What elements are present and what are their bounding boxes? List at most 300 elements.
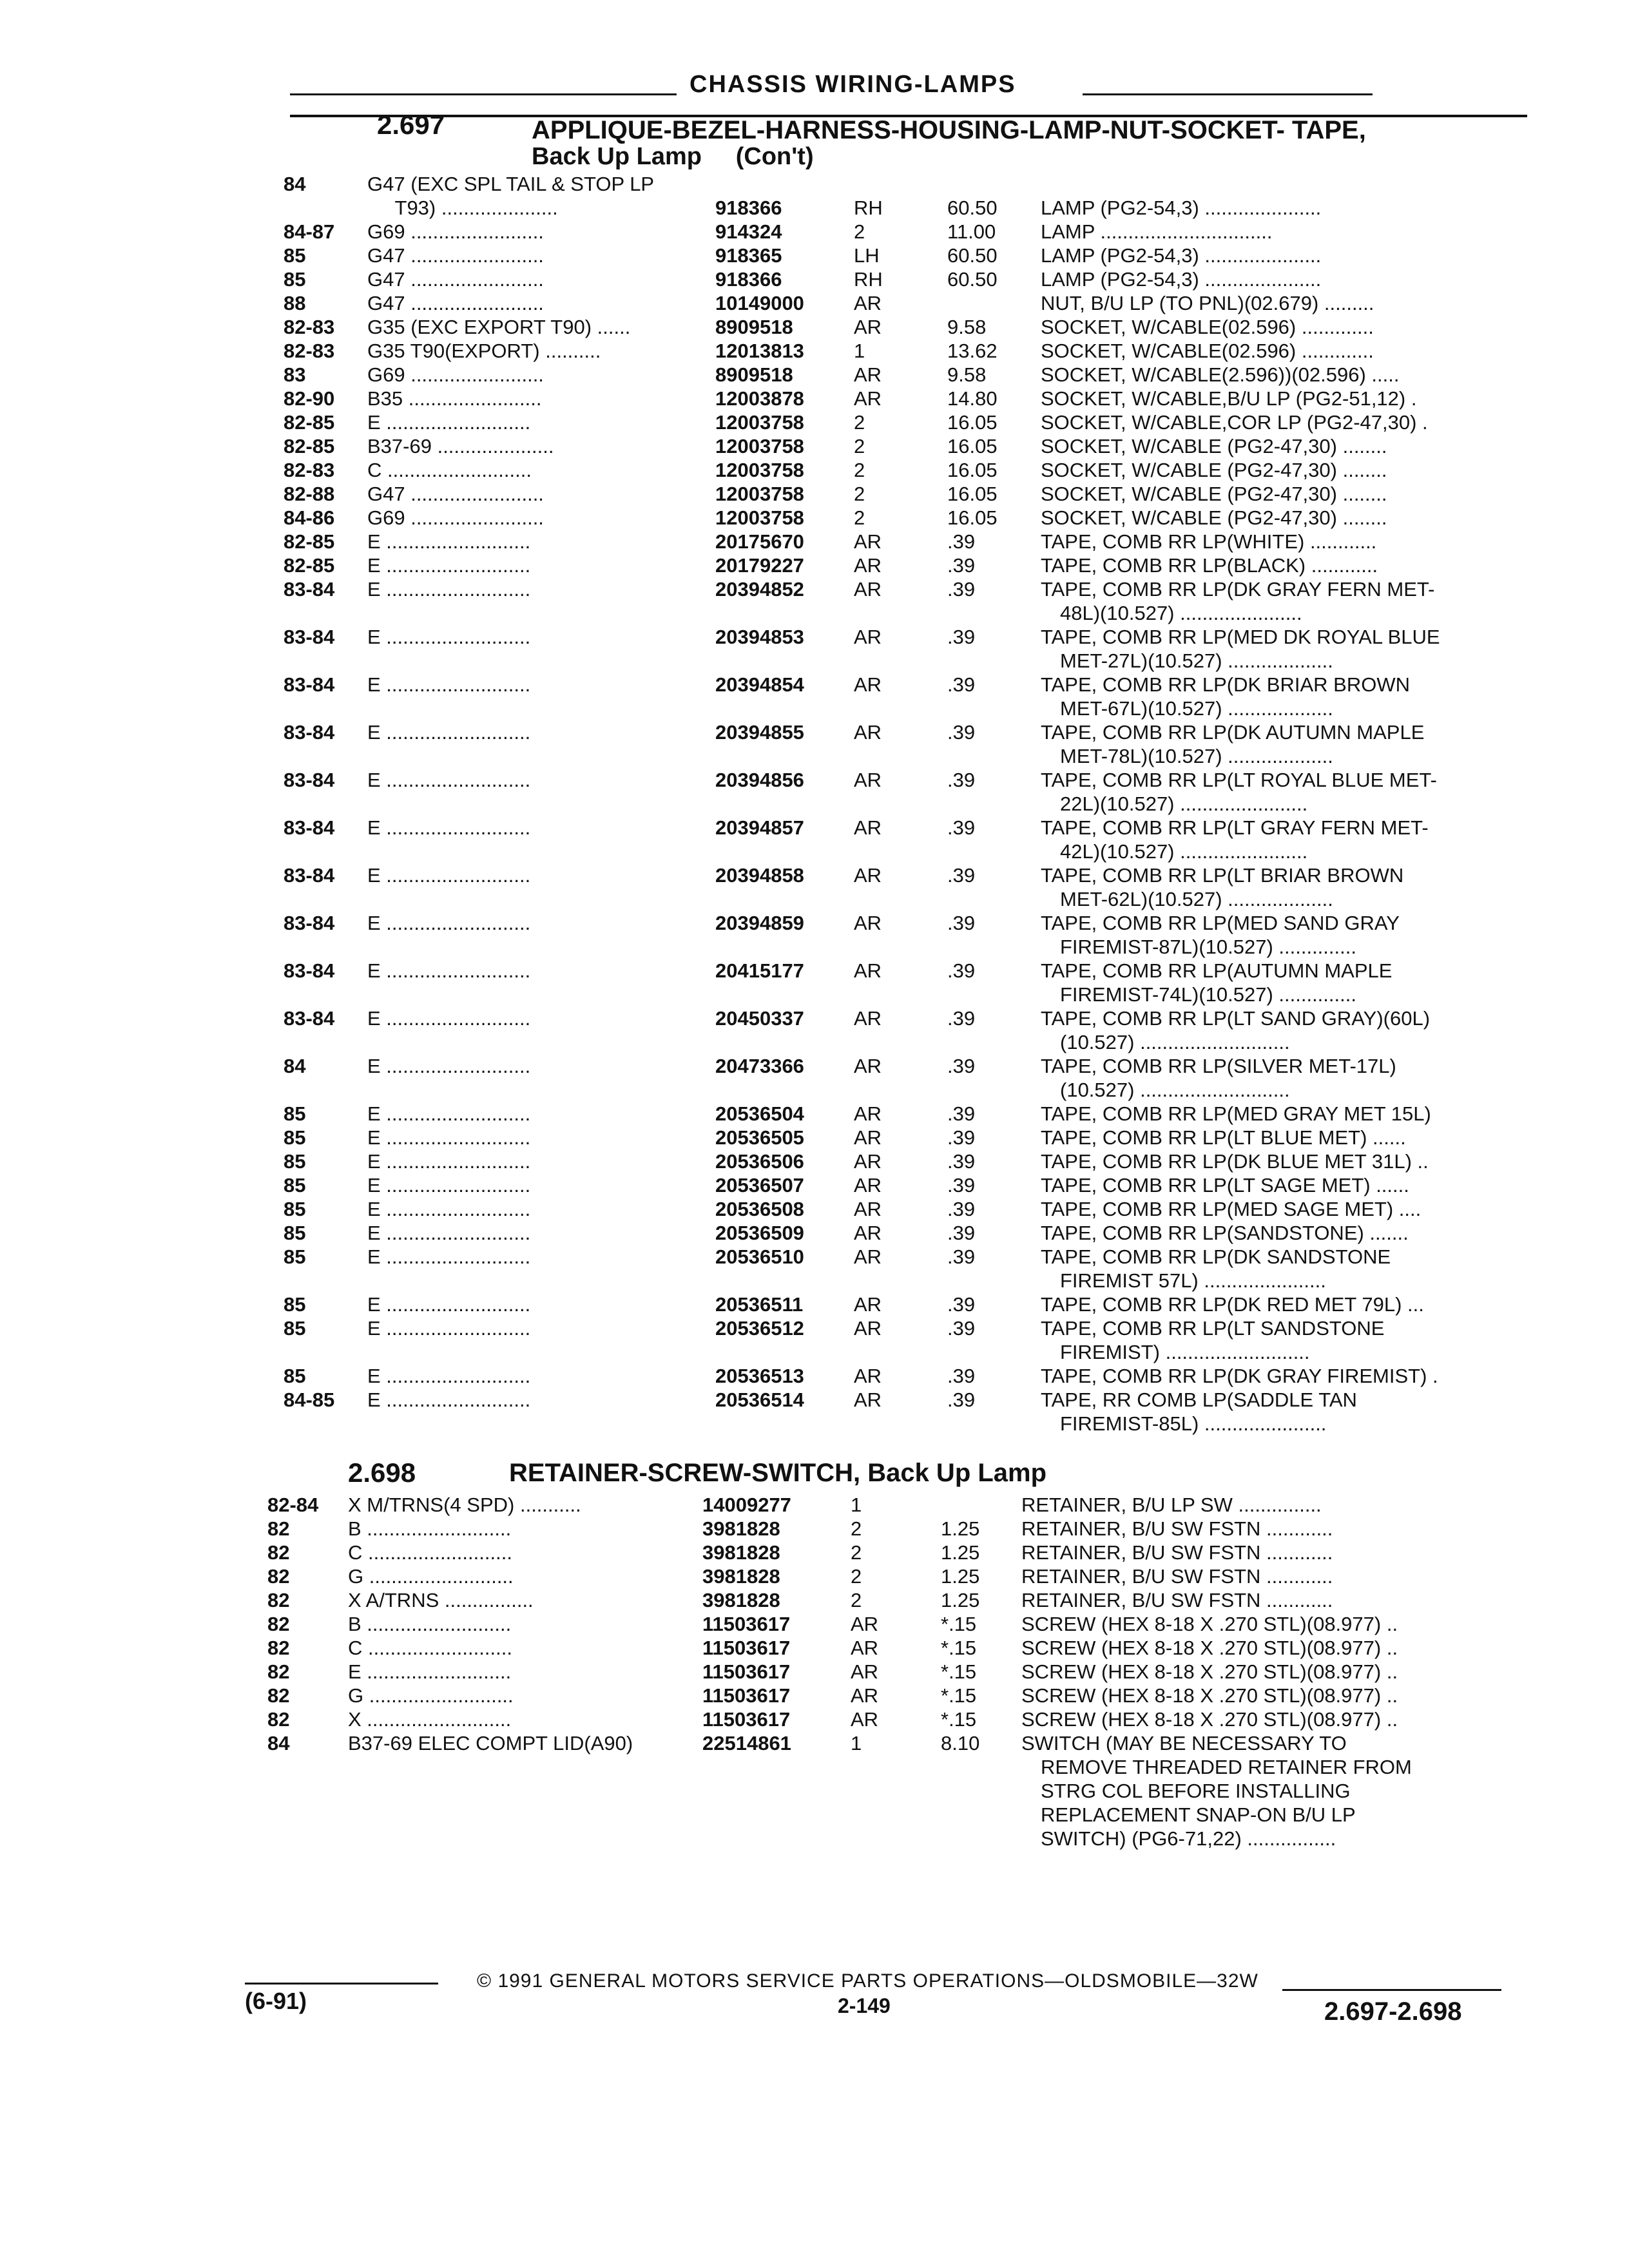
year-range: 82 [267,1589,290,1611]
year-range: 82-85 [284,530,335,553]
price: *.15 [941,1637,977,1659]
parts-list [0,173,1629,1436]
part-description: TAPE, COMB RR LP(DK SANDSTONE [1041,1245,1391,1268]
part-row [0,340,1629,363]
year-range: 83 [284,363,306,386]
part-number: 11503617 [702,1637,791,1659]
footer-section-ref: 2.697-2.698 [1324,1997,1462,2026]
part-row [0,506,1629,530]
year-range: 82 [267,1660,290,1683]
quantity: AR [854,1007,882,1030]
part-description: TAPE, COMB RR LP(WHITE) ............ [1041,530,1377,553]
part-description: RETAINER, B/U SW FSTN ............ [1021,1517,1333,1540]
quantity: AR [854,959,882,982]
part-description-continued: FIREMIST) .......................... [1060,1341,1310,1363]
quantity: RH [854,197,883,219]
year-range: 82 [267,1637,290,1659]
price: 60.50 [947,197,998,219]
price: 1.25 [941,1565,980,1588]
part-description-continued: MET-67L)(10.527) ................... [1060,697,1333,720]
part-row [0,387,1629,411]
price: .39 [947,1198,976,1220]
part-description: TAPE, COMB RR LP(DK RED MET 79L) ... [1041,1293,1424,1316]
part-description-continued: MET-62L)(10.527) ................... [1060,888,1333,910]
model-usage: G47 ........................ [367,244,544,267]
quantity: 2 [854,483,865,505]
quantity: AR [854,769,882,791]
year-range: 82-83 [284,459,335,481]
part-row [0,959,1629,1007]
year-range: 83-84 [284,912,335,934]
quantity: 2 [851,1517,862,1540]
part-number: 20394858 [715,864,804,887]
year-range: 84 [284,173,306,195]
part-number: 11503617 [702,1684,791,1707]
part-number: 12003758 [715,506,804,529]
part-number: 914324 [715,220,782,243]
quantity: AR [854,626,882,648]
part-number: 918366 [715,268,782,291]
part-number: 918366 [715,197,782,219]
part-description: TAPE, COMB RR LP(DK GRAY FERN MET- [1041,578,1435,601]
part-description-continued: FIREMIST 57L) ...................... [1060,1269,1326,1292]
part-row [0,173,1629,197]
part-description: TAPE, COMB RR LP(AUTUMN MAPLE [1041,959,1393,982]
part-description: TAPE, COMB RR LP(DK GRAY FIREMIST) . [1041,1365,1438,1387]
price: .39 [947,1222,976,1244]
price: .39 [947,1365,976,1387]
year-range: 83-84 [284,864,335,887]
part-row [0,220,1629,244]
part-description-continued: FIREMIST-85L) ...................... [1060,1412,1327,1435]
part-row [0,1589,1629,1613]
part-description: SCREW (HEX 8-18 X .270 STL)(08.977) .. [1021,1613,1398,1635]
price: *.15 [941,1684,977,1707]
model-usage: E .......................... [367,1317,531,1340]
part-number: 20394852 [715,578,804,601]
part-number: 20394859 [715,912,804,934]
year-range: 83-84 [284,1007,335,1030]
part-number: 20536505 [715,1126,804,1149]
year-range: 84-86 [284,506,335,529]
quantity: AR [854,1102,882,1125]
part-description: SOCKET, W/CABLE(02.596) ............. [1041,316,1374,338]
year-range: 83-84 [284,816,335,839]
part-description: TAPE, COMB RR LP(DK BRIAR BROWN [1041,673,1410,696]
footer-rule [1282,1989,1501,1991]
part-row [0,912,1629,959]
model-usage: X A/TRNS ................ [348,1589,534,1611]
quantity: 2 [851,1541,862,1564]
year-range: 82 [267,1541,290,1564]
price: *.15 [941,1660,977,1683]
part-description-continued: REPLACEMENT SNAP-ON B/U LP [1041,1803,1356,1826]
part-description: TAPE, COMB RR LP(SILVER MET-17L) [1041,1055,1396,1077]
part-number: 918365 [715,244,782,267]
price: .39 [947,1007,976,1030]
section-subtitle: Back Up Lamp (Con't) [532,143,814,170]
quantity: 2 [854,459,865,481]
year-range: 85 [284,1317,306,1340]
quantity: AR [851,1684,879,1707]
model-usage: E .......................... [367,1126,531,1149]
year-range: 82-84 [267,1494,319,1516]
part-row [0,1494,1629,1517]
part-row [0,1245,1629,1293]
year-range: 82 [267,1565,290,1588]
model-usage: E .......................... [367,721,531,744]
part-description: RETAINER, B/U SW FSTN ............ [1021,1541,1333,1564]
model-usage: G35 T90(EXPORT) .......... [367,340,601,362]
part-number: 20536511 [715,1293,804,1316]
part-number: 11503617 [702,1660,791,1683]
part-row [0,530,1629,554]
year-range: 82-83 [284,316,335,338]
price: 16.05 [947,506,998,529]
quantity: AR [854,1174,882,1196]
part-row [0,1684,1629,1708]
quantity: AR [854,1293,882,1316]
quantity: AR [854,1055,882,1077]
price: 60.50 [947,268,998,291]
part-row [0,268,1629,292]
part-row [0,459,1629,483]
model-usage: G47 (EXC SPL TAIL & STOP LP [367,173,655,195]
quantity: AR [854,1198,882,1220]
part-number: 20536506 [715,1150,804,1173]
part-row [0,1102,1629,1126]
part-row [0,1541,1629,1565]
model-usage: E .......................... [367,1389,531,1411]
part-number: 20536508 [715,1198,804,1220]
part-number: 20450337 [715,1007,804,1030]
year-range: 82 [267,1708,290,1731]
year-range: 85 [284,244,306,267]
part-description-continued: FIREMIST-74L)(10.527) .............. [1060,983,1356,1006]
year-range: 83-84 [284,721,335,744]
part-description: TAPE, COMB RR LP(LT SAND GRAY)(60L) [1041,1007,1431,1030]
part-number: 3981828 [702,1541,780,1564]
part-row [0,1827,1629,1851]
price: 16.05 [947,483,998,505]
part-row [0,1150,1629,1174]
price: 9.58 [947,363,987,386]
model-usage: E .......................... [367,626,531,648]
model-usage: E .......................... [367,673,531,696]
part-row [0,1803,1629,1827]
footer-date: (6-91) [245,1988,307,2014]
model-usage: E .......................... [367,1055,531,1077]
model-usage: E .......................... [367,1365,531,1387]
part-row [0,1317,1629,1365]
part-row [0,1174,1629,1198]
part-description: TAPE, COMB RR LP(LT BRIAR BROWN [1041,864,1404,887]
part-description: SCREW (HEX 8-18 X .270 STL)(08.977) .. [1021,1684,1398,1707]
footer-rule [245,1983,438,1984]
quantity: RH [854,268,883,291]
part-description: SOCKET, W/CABLE,COR LP (PG2-47,30) . [1041,411,1428,434]
quantity: AR [854,721,882,744]
part-description: SOCKET, W/CABLE (PG2-47,30) ........ [1041,506,1387,529]
part-row [0,483,1629,506]
price: 16.05 [947,435,998,457]
part-row [0,1365,1629,1389]
part-row [0,197,1629,220]
section-heading [348,1457,1508,1496]
part-description: SOCKET, W/CABLE(02.596) ............. [1041,340,1374,362]
part-number: 20394855 [715,721,804,744]
year-range: 85 [284,1102,306,1125]
year-range: 82 [267,1517,290,1540]
part-description-continued: 42L)(10.527) ....................... [1060,840,1308,863]
part-description-continued: 48L)(10.527) ...................... [1060,602,1302,624]
year-range: 82-85 [284,411,335,434]
model-usage: C .......................... [348,1541,512,1564]
model-usage: E .......................... [367,1245,531,1268]
part-number: 20179227 [715,554,804,577]
year-range: 85 [284,1293,306,1316]
model-usage: G47 ........................ [367,268,544,291]
year-range: 83-84 [284,769,335,791]
year-range: 85 [284,1150,306,1173]
model-usage: G69 ........................ [367,506,544,529]
quantity: 2 [854,220,865,243]
price: .39 [947,578,976,601]
year-range: 82-85 [284,554,335,577]
part-row [0,554,1629,578]
part-description: LAMP (PG2-54,3) ..................... [1041,268,1322,291]
price: .39 [947,816,976,839]
quantity: AR [854,864,882,887]
part-number: 20175670 [715,530,804,553]
part-description: RETAINER, B/U LP SW ............... [1021,1494,1322,1516]
model-usage: E .......................... [367,912,531,934]
quantity: AR [851,1708,879,1731]
model-usage: B .......................... [348,1517,512,1540]
part-row [0,1198,1629,1222]
model-usage: E .......................... [367,959,531,982]
part-number: 12003878 [715,387,804,410]
price: .39 [947,1174,976,1196]
part-number: 12013813 [715,340,804,362]
part-row [0,721,1629,769]
section-number: 2.698 [348,1457,416,1488]
price: 11.00 [947,220,996,243]
price: 1.25 [941,1541,980,1564]
year-range: 83-84 [284,578,335,601]
year-range: 83-84 [284,959,335,982]
part-row [0,435,1629,459]
header-rule [290,93,677,95]
year-range: 85 [284,1222,306,1244]
year-range: 85 [284,1198,306,1220]
quantity: AR [854,316,882,338]
part-description: TAPE, COMB RR LP(DK BLUE MET 31L) .. [1041,1150,1429,1173]
price: .39 [947,864,976,887]
quantity: AR [851,1613,879,1635]
price: 8.10 [941,1732,980,1754]
quantity: AR [854,912,882,934]
part-row [0,1660,1629,1684]
part-number: 11503617 [702,1613,791,1635]
quantity: AR [851,1660,879,1683]
part-number: 20536512 [715,1317,804,1340]
year-range: 84-87 [284,220,335,243]
part-number: 8909518 [715,316,793,338]
price: .39 [947,959,976,982]
price: *.15 [941,1613,977,1635]
part-description: TAPE, COMB RR LP(MED SAGE MET) .... [1041,1198,1422,1220]
part-row [0,816,1629,864]
part-description: SOCKET, W/CABLE (PG2-47,30) ........ [1041,483,1387,505]
model-usage: E .......................... [367,1007,531,1030]
quantity: AR [854,1317,882,1340]
part-row [0,363,1629,387]
part-number: 12003758 [715,411,804,434]
part-row [0,292,1629,316]
price: 14.80 [947,387,998,410]
part-number: 22514861 [702,1732,791,1754]
page-title: CHASSIS WIRING-LAMPS [689,71,1016,98]
price: 16.05 [947,411,998,434]
part-number: 20415177 [715,959,804,982]
price: .39 [947,1245,976,1268]
section-number: 2.697 [377,110,445,140]
quantity: AR [854,363,882,386]
year-range: 85 [284,1245,306,1268]
part-description: TAPE, COMB RR LP(LT BLUE MET) ...... [1041,1126,1406,1149]
quantity: 2 [851,1565,862,1588]
part-description: SCREW (HEX 8-18 X .270 STL)(08.977) .. [1021,1637,1398,1659]
year-range: 83-84 [284,673,335,696]
year-range: 85 [284,1365,306,1387]
part-description-continued: (10.527) ........................... [1060,1079,1290,1101]
part-description-continued: SWITCH) (PG6-71,22) ................ [1041,1827,1336,1850]
price: .39 [947,1055,976,1077]
part-number: 20536507 [715,1174,804,1196]
part-description-continued: 22L)(10.527) ....................... [1060,793,1308,815]
part-row [0,1293,1629,1317]
quantity: 1 [851,1494,862,1516]
part-row [0,1055,1629,1102]
price: .39 [947,1293,976,1316]
quantity: AR [854,554,882,577]
part-row [0,1517,1629,1541]
quantity: AR [854,1245,882,1268]
part-description-continued: STRG COL BEFORE INSTALLING [1041,1780,1351,1802]
quantity: 1 [851,1732,862,1754]
price: .39 [947,912,976,934]
model-usage: T93) ..................... [367,197,558,219]
quantity: LH [854,244,880,267]
year-range: 82 [267,1684,290,1707]
year-range: 82 [267,1613,290,1635]
year-range: 83-84 [284,626,335,648]
section-title: RETAINER-SCREW-SWITCH, Back Up Lamp [509,1459,1047,1487]
price: 60.50 [947,244,998,267]
part-description: TAPE, COMB RR LP(SANDSTONE) ....... [1041,1222,1409,1244]
part-number: 20536504 [715,1102,804,1125]
quantity: AR [851,1637,879,1659]
price: .39 [947,1389,976,1411]
part-description: TAPE, COMB RR LP(BLACK) ............ [1041,554,1378,577]
part-row [0,316,1629,340]
part-description: RETAINER, B/U SW FSTN ............ [1021,1565,1333,1588]
model-usage: G35 (EXC EXPORT T90) ...... [367,316,631,338]
part-number: 20394856 [715,769,804,791]
part-row [0,1565,1629,1589]
part-description-continued: FIREMIST-87L)(10.527) .............. [1060,936,1356,958]
model-usage: E .......................... [367,1198,531,1220]
part-number: 11503617 [702,1708,791,1731]
part-row [0,1222,1629,1245]
part-description: TAPE, COMB RR LP(LT GRAY FERN MET- [1041,816,1429,839]
part-description: TAPE, COMB RR LP(LT ROYAL BLUE MET- [1041,769,1437,791]
part-number: 10149000 [715,292,804,314]
part-description: SOCKET, W/CABLE (PG2-47,30) ........ [1041,459,1387,481]
price: .39 [947,530,976,553]
model-usage: E .......................... [367,1222,531,1244]
part-number: 20394853 [715,626,804,648]
part-description: TAPE, COMB RR LP(MED GRAY MET 15L) [1041,1102,1431,1125]
part-row [0,864,1629,912]
year-range: 82-83 [284,340,335,362]
page-number: 2-149 [838,1994,891,2017]
model-usage: G47 ........................ [367,483,544,505]
part-description: LAMP ............................... [1041,220,1273,243]
year-range: 82-88 [284,483,335,505]
part-description: SWITCH (MAY BE NECESSARY TO [1021,1732,1347,1754]
part-description: SOCKET, W/CABLE (PG2-47,30) ........ [1041,435,1387,457]
year-range: 82-90 [284,387,335,410]
part-description: RETAINER, B/U SW FSTN ............ [1021,1589,1333,1611]
year-range: 84-85 [284,1389,335,1411]
quantity: AR [854,816,882,839]
model-usage: B37-69 ..................... [367,435,554,457]
quantity: AR [854,1222,882,1244]
part-row [0,1126,1629,1150]
year-range: 84 [284,1055,306,1077]
model-usage: G .......................... [348,1684,514,1707]
part-description: LAMP (PG2-54,3) ..................... [1041,197,1322,219]
part-description: TAPE, COMB RR LP(MED DK ROYAL BLUE [1041,626,1440,648]
quantity: AR [854,1389,882,1411]
part-row [0,578,1629,626]
part-row [0,244,1629,268]
quantity: AR [854,387,882,410]
year-range: 85 [284,268,306,291]
part-description: TAPE, COMB RR LP(DK AUTUMN MAPLE [1041,721,1425,744]
quantity: AR [854,1150,882,1173]
part-number: 20536510 [715,1245,804,1268]
part-number: 20394857 [715,816,804,839]
part-description: TAPE, COMB RR LP(MED SAND GRAY [1041,912,1400,934]
part-row [0,1637,1629,1660]
footer-copyright: © 1991 GENERAL MOTORS SERVICE PARTS OPERATIONS—OLDSMOBILE—32W [477,1970,1258,1992]
part-description: TAPE, RR COMB LP(SADDLE TAN [1041,1389,1357,1411]
quantity: 2 [854,506,865,529]
part-number: 12003758 [715,483,804,505]
part-row [0,1613,1629,1637]
model-usage: E .......................... [367,578,531,601]
part-description: SCREW (HEX 8-18 X .270 STL)(08.977) .. [1021,1708,1398,1731]
part-row [0,1708,1629,1732]
part-description: SOCKET, W/CABLE,B/U LP (PG2-51,12) . [1041,387,1417,410]
quantity: AR [854,578,882,601]
part-description: SCREW (HEX 8-18 X .270 STL)(08.977) .. [1021,1660,1398,1683]
model-usage: E .......................... [367,816,531,839]
quantity: AR [854,1365,882,1387]
